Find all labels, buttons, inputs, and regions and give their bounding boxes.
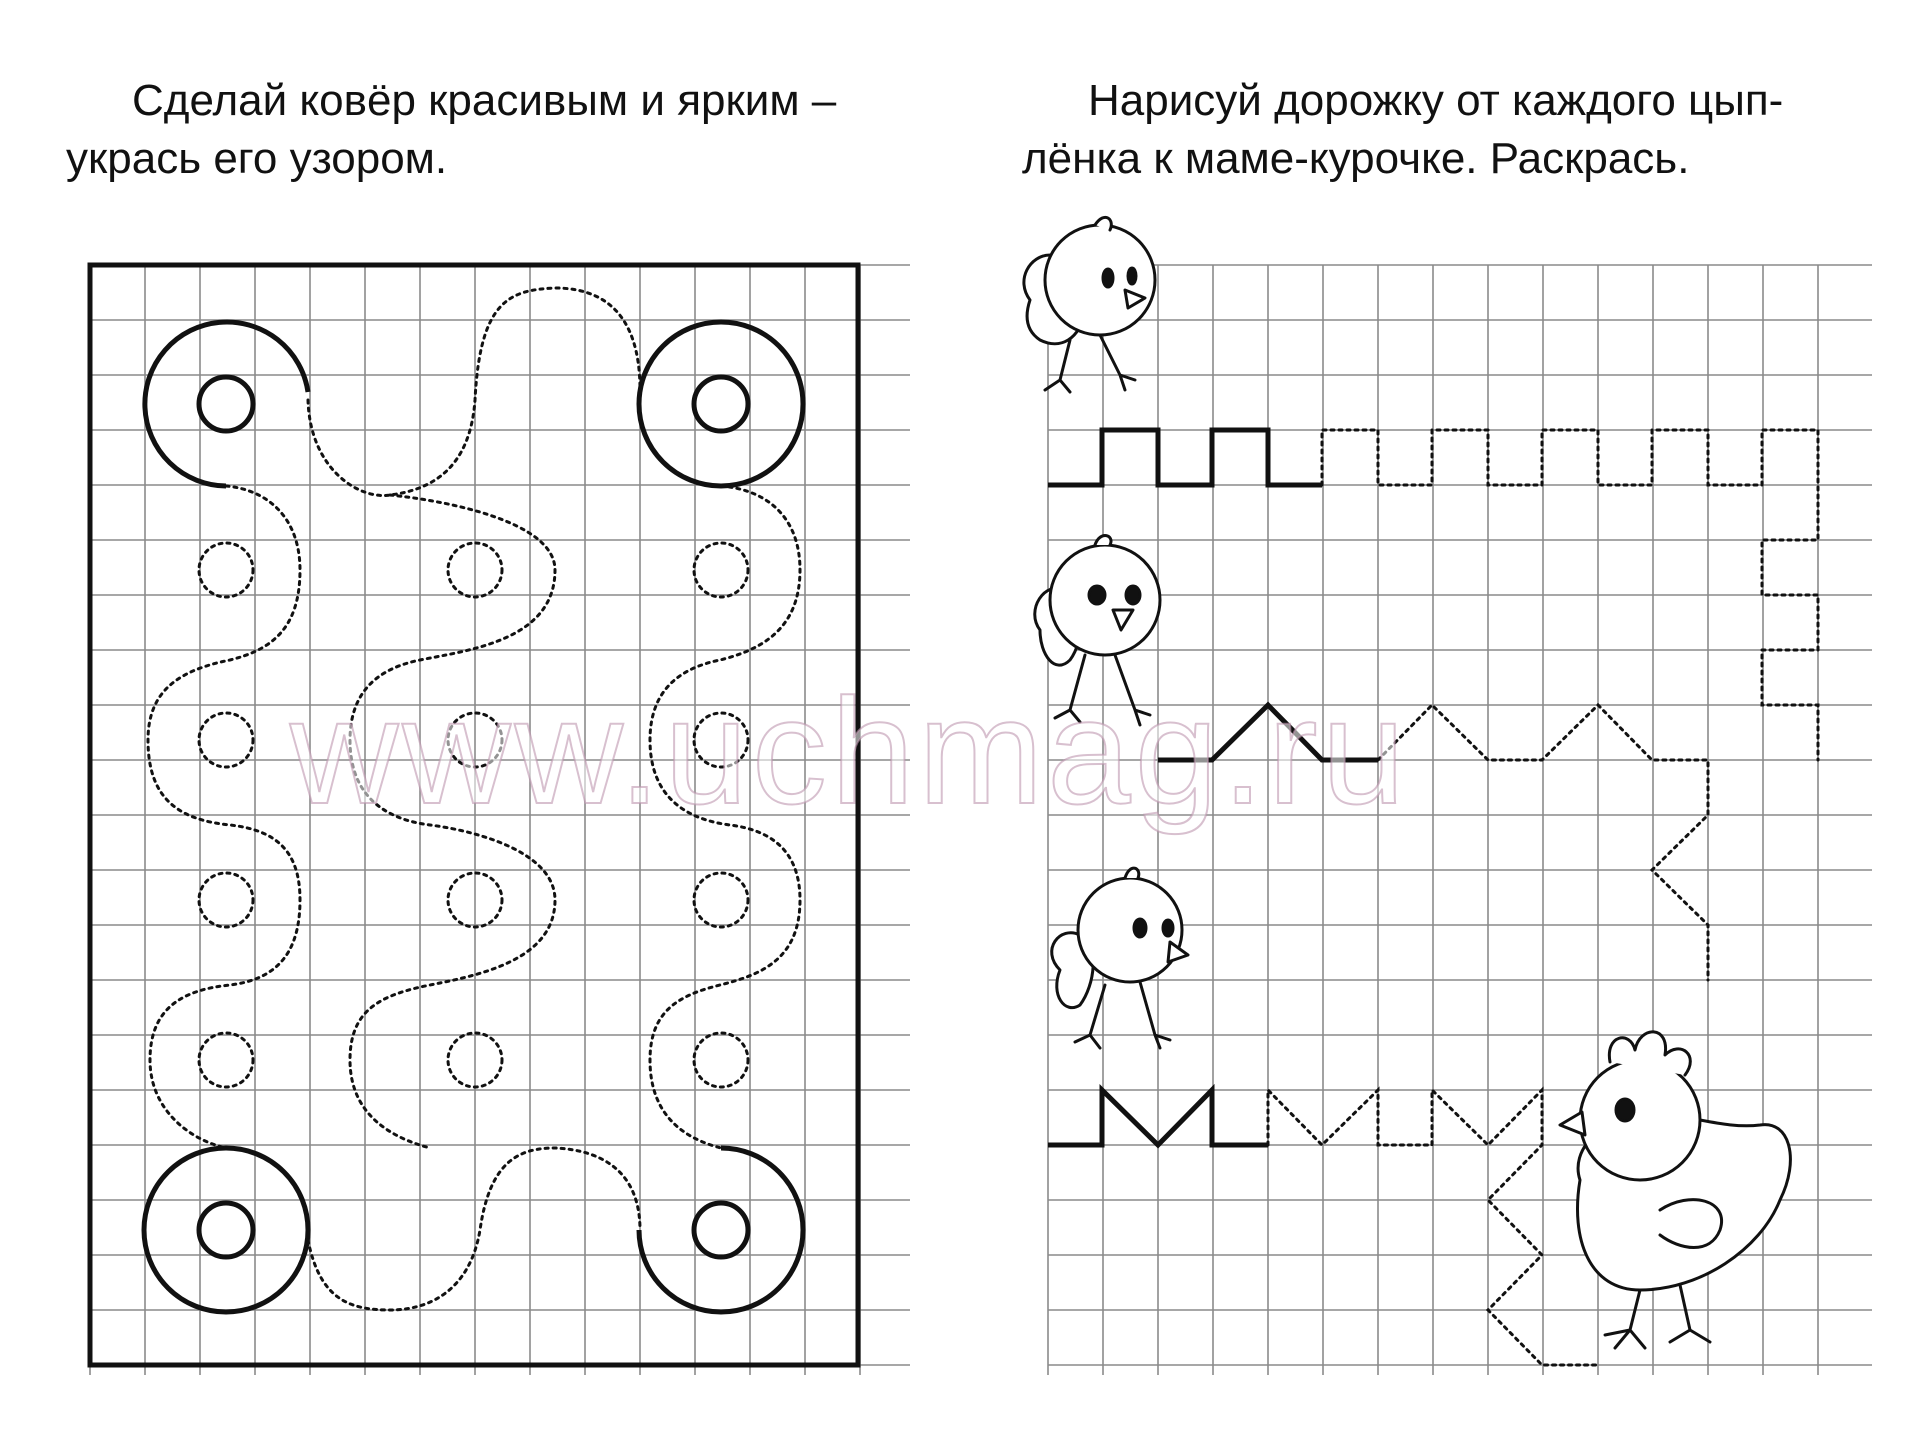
- dotted-circle: [694, 873, 748, 927]
- chick-3-illustration: [1052, 868, 1188, 1048]
- dotted-circle: [199, 713, 253, 767]
- right-task-line-2: лёнка к маме-курочке. Раскрась.: [1022, 134, 1690, 183]
- dotted-circle: [694, 543, 748, 597]
- dotted-circle: [199, 1033, 253, 1087]
- wave-top: [308, 288, 640, 496]
- wave-left-column: [148, 486, 300, 1148]
- hen-illustration: [1560, 1032, 1790, 1348]
- corner-ring-top-right: [639, 322, 803, 486]
- watermark: www.uchmag.ru: [290, 667, 1410, 835]
- dotted-circle: [199, 873, 253, 927]
- dotted-circle: [694, 1033, 748, 1087]
- wave-bottom: [308, 1148, 640, 1310]
- corner-ring-bottom-right: [639, 1148, 803, 1312]
- right-task-line-1: Нарисуй дорожку от каждого цып-: [1088, 76, 1784, 125]
- left-task-line-2: укрась его узором.: [66, 134, 448, 183]
- left-task-line-1: Сделай ковёр красивым и ярким –: [132, 76, 837, 125]
- corner-ring-bottom-left: [144, 1148, 308, 1312]
- corner-ring-top-left: [145, 322, 308, 486]
- dotted-circle: [199, 543, 253, 597]
- chick-1-illustration: [1024, 217, 1155, 392]
